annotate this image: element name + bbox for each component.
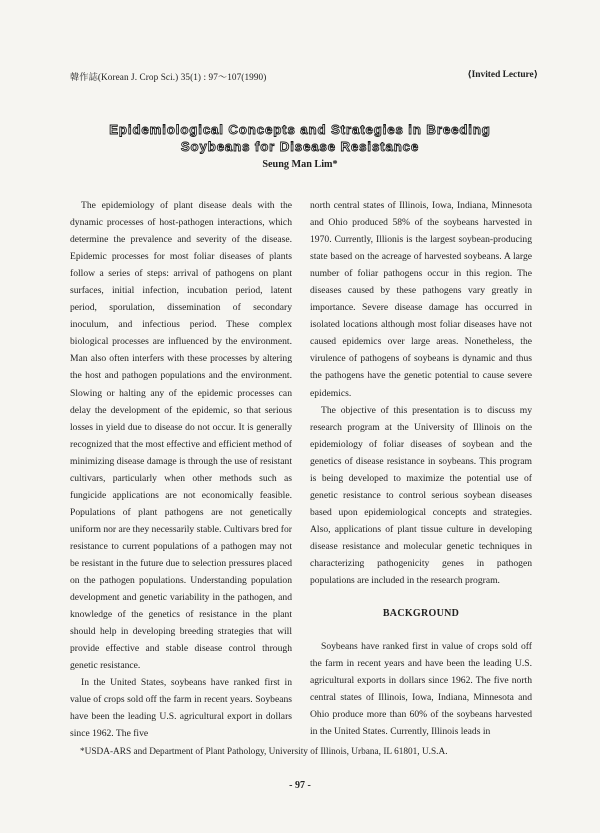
paragraph-objective: The objective of this presentation is to discuss my research program at the University of Illinois on the epidemiology of foliar diseases of soybean and the genetics of disease resistance in soybeans. This program is being developed to maximize the potential use of genetic resistance to control serious soybean diseases based upon epidemiological concepts and strategies. Also, applications of plant tissue culture in developing disease resistance and molecular genetic techniques in characterizing pathogenicity genes in pathogen populations are included in the research program. — [310, 404, 532, 587]
paragraph-background: Soybeans have ranked first in value of crops sold off the farm in recent years and have been the leading U.S. agricultural exports in dollars since 1962. The five north central states of Illinois, Iowa, Indiana, Minnesota and Ohio produce more than 60% of the soybeans harvested in the United States. Currently, Illinois leads in — [310, 641, 532, 738]
right-column — [310, 197, 532, 740]
title-line-2: Soybeans for Disease Resistance — [180, 139, 420, 154]
page-number: - 97 - — [289, 780, 311, 791]
paragraph-intro: The epidemiology of plant disease deals with the dynamic processes of host-pathogen interactions, which determine the prevalence and severity of the disease. Epidemic processes for most foliar diseases of plants follow a series of steps: arrival of pathogens on plant surfaces, initial infection, incubation period, latent period, sporulation, dissemination of secondary inoculum, and infectious period. These complex biological processes are influenced by the environment. Man also often interfers with these processes by altering the host and pathogen populations and the environment. Slowing or halting any of the epidemic processes can delay the development of the epidemic, so that serious losses in yield due to disease do not occur. It is generally recognized that the most effective and efficient method of minimizing disease damage is through the use of resistant cultivars, particularly when other methods such as fungicide applications are not economically feasible. Populations of plant pathogens are not genetically uniform nor are they necessarily stable. Cultivars bred for resistance to current populations of a pathogen may not be resistant in the future due to selection pressures placed on the pathogen populations. Understanding population development and genetic variability in the pathogen, and knowledge of the genetics of resistance in the plant should help in developing breeding strategies that will provide effective and stable disease control through genetic resistance. — [70, 200, 292, 672]
left-column — [70, 197, 292, 743]
running-head — [70, 69, 538, 83]
section-heading-background: BACKGROUND — [382, 608, 460, 620]
journal-citation: 韓作誌(Korean J. Crop Sci.) 35(1) : 97～107(1990) — [70, 72, 267, 82]
author-name: Seung Man Lim* — [262, 159, 338, 170]
paper-title — [60, 121, 540, 155]
article-type-label: ⟨Invited Lecture⟩ — [467, 70, 538, 80]
paragraph-continued: north central states of Illinois, Iowa, Indiana, Minnesota and Ohio produced 58% of the soybeans harvested in 1970. Currently, Illionis is the largest soybean-producing state based on the acreage of harvested soybeans. A large number of foliar pathogens occur in this region. The diseases caused by these pathogens vary greatly in importance. Severe disease damage has occurred in isolated locations although most foliar diseases have not caused epidemics over large areas. Nonetheless, the virulence of pathogens of soybeans is dynamic and thus the pathogens have the genetic potential to cause severe epidemics. — [310, 200, 532, 399]
paragraph-us-soybeans: In the United States, soybeans have ranked first in value of crops sold off the farm in recent years. Soybeans have been the leading U.S. agricultural export in dollars since 1962. The five — [70, 677, 292, 740]
title-line-1: Epidemiological Concepts and Strategies in Breeding — [109, 122, 491, 137]
author-affiliation-footnote: *USDA-ARS and Department of Plant Pathology, University of Illinois, Urbana, IL 61801, U.S.A. — [80, 747, 448, 757]
